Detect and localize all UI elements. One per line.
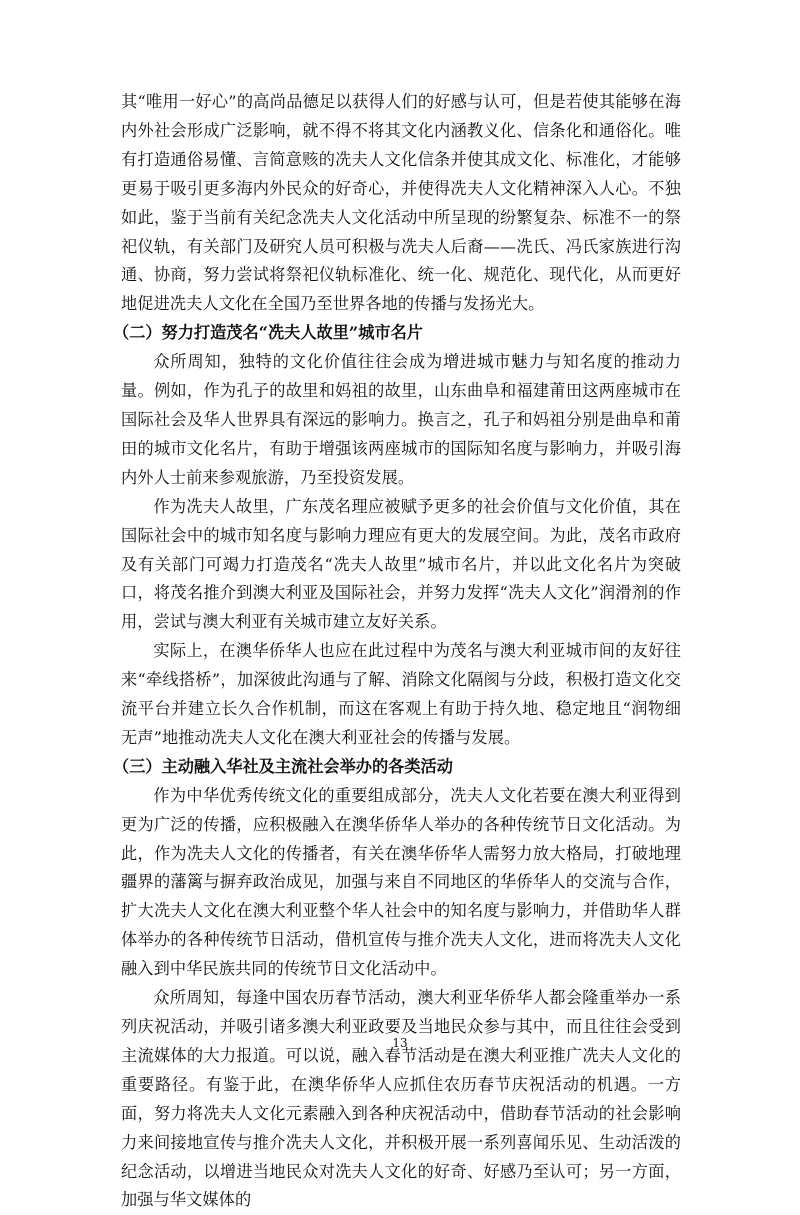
section-heading-3: （三）主动融入华社及主流社会举办的各类活动 (113, 756, 453, 776)
paragraph-city-culture: 众所周知，独特的文化价值往往会成为增进城市魅力与知名度的推动力量。例如，作为孔子的故里和妈祖的故里，山东曲阜和福建莆田这两座城市在国际社会及华人世界具有深远的影响力。换言之，孔子和妈祖分别是曲阜和莆田的城市文化名片，有助于增强该两座城市的国际知名度与影响力，并吸引海内外人士前来参观旅游，乃至投资发展。 (121, 352, 681, 487)
section-heading-2: （二）努力打造茂名“冼夫人故里”城市名片 (113, 323, 423, 343)
paragraph-spring-festival: 众所周知，每逢中国农历春节活动，澳大利亚华侨华人都会隆重举办一系列庆祝活动，并吸引诸多澳大利亚政要及当地民众参与其中，而且往往会受到主流媒体的大力报道。可以说，融入春节活动是在澳大利亚推广冼夫人文化的重要路径。有鉴于此，在澳华侨华人应抓住农历春节庆祝活动的机遇。一方面，努力将冼夫人文化元素融入到各种庆祝活动中，借助春节活动的社会影响力来间接地宣传与推介冼夫人文化，并积极开展一系列喜闻乐见、生动活泼的纪念活动，以增进当地民众对冼夫人文化的好奇、好感乃至认可；另一方面，加强与华文媒体的 (121, 988, 681, 1210)
paragraph-maoming-card: 作为冼夫人故里，广东茂名理应被赋予更多的社会价值与文化价值，其在国际社会中的城市知名度与影响力理应有更大的发展空间。为此，茂名市政府及有关部门可竭力打造茂名“冼夫人故里”城市名片，并以此文化名片为突破口，将茂名推介到澳大利亚及国际社会，并努力发挥“冼夫人文化”润滑剂的作用，尝试与澳大利亚有关城市建立友好关系。 (121, 496, 681, 632)
paragraph-intro: 其“唯用一好心”的高尚品德足以获得人们的好感与认可，但是若使其能够在海内外社会形成广泛影响，就不得不将其文化内涵教义化、信条化和通俗化。唯有打造通俗易懂、言简意赅的冼夫人文化信条并使其成文化、标准化，才能够更易于吸引更多海内外民众的好奇心，并使得冼夫人文化精神深入人心。不独如此，鉴于当前有关纪念冼夫人文化活动中所呈现的纷繁复杂、标准不一的祭祀仪轨，有关部门及研究人员可积极与冼夫人后裔——冼氏、冯氏家族进行沟通、协商，努力尝试将祭祀仪轨标准化、统一化、规范化、现代化，从而更好地促进冼夫人文化在全国乃至世界各地的传播与发扬光大。 (121, 92, 681, 314)
page-number: 13 (392, 1036, 408, 1050)
paragraph-bridge-building: 实际上，在澳华侨华人也应在此过程中为茂名与澳大利亚城市间的友好往来“牵线搭桥”，加深彼此沟通与了解、消除文化隔阂与分歧，积极打造文化交流平台并建立长久合作机制，而这在客观上有助于持久地、稳定地且“润物细无声”地推动冼夫人文化在澳大利亚社会的传播与发展。 (121, 641, 681, 747)
paragraph-festival-integration: 作为中华优秀传统文化的重要组成部分，冼夫人文化若要在澳大利亚得到更为广泛的传播，应积极融入在澳华侨华人举办的各种传统节日文化活动。为此，作为冼夫人文化的传播者，有关在澳华侨华人需努力放大格局，打破地理疆界的藩篱与摒弃政治成见，加强与来自不同地区的华侨华人的交流与合作，扩大冼夫人文化在澳大利亚整个华人社会中的知名度与影响力，并借助华人群体举办的各种传统节日活动，借机宣传与推介冼夫人文化，进而将冼夫人文化融入到中华民族共同的传统节日文化活动中。 (121, 785, 681, 979)
